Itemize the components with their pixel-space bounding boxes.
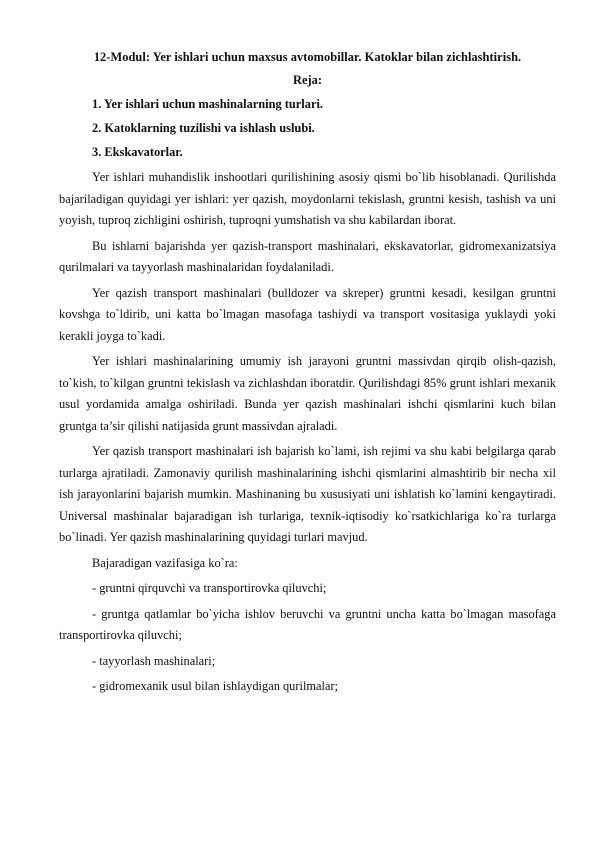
paragraph-earthworks-intro: Yer ishlari muhandislik inshootlari qurilishining asosiy qismi bo`lib hisoblanadi. Qurilishda bajariladigan quyidagi yer ishlari: yer qazish, moydonlarni tekislash, gruntni kesish, tashish va uni yoyish, tuproq zichligini oshirish, tuproqni yumshatish va shu kabilardan iborat. [59, 170, 556, 227]
list-item-cutting-transport: - gruntni qirquvchi va transportirovka qiluvchi; [92, 581, 327, 595]
plan-item-1: 1. Yer ishlari uchun mashinalarning turlari. [92, 97, 323, 111]
plan-item-2: 2. Katoklarning tuzilishi va ishlash uslubi. [92, 121, 315, 135]
document-page [59, 48, 556, 698]
paragraph-classification: Yer qazish transport mashinalari ish bajarish ko`lami, ish rejimi va shu kabi belgilarga qarab turlarga ajratiladi. Zamonaviy qurilish mashinalarining ishchi qismlarini almashtirib bir necha xil ish jarayonlarini bajarish mumkin. Mashinaning bu xususiyati uni ishlatish ko`lamini kengaytiradi. Universal mashinalar bajaradigan ish turlariga, texnik-iqtisodiy ko`rsatkichlariga ko`ra turlarga bo`linadi. Yer qazish mashinalarining quyidagi turlari mavjud. [59, 444, 556, 544]
module-title: 12-Modul: Yer ishlari uchun maxsus avtomobillar. Katoklar bilan zichlashtirish. [93, 50, 522, 64]
paragraph-by-function: Bajaradigan vazifasiga ko`ra: [92, 555, 238, 570]
plan-item-3: 3. Ekskavatorlar. [92, 145, 183, 159]
list-item-hydromechanical: - gidromexanik usul bilan ishlaydigan qurilmalar; [92, 679, 339, 693]
paragraph-machines-used: Bu ishlarni bajarishda yer qazish-transport mashinalari, ekskavatorlar, gidromexanizatsiya qurilmalari va tayyorlash mashinalaridan foydalaniladi. [59, 238, 556, 274]
list-item-preparation-machines: - tayyorlash mashinalari; [92, 653, 216, 668]
plan-heading: Reja: [293, 73, 322, 87]
paragraph-transport-machines: Yer qazish transport mashinalari (bulldozer va skreper) gruntni kesadi, kesilgan gruntni kovshga to`ldirib, uni katta bo`lmagan masofaga tashiydi va transport vositasiga yuklaydi yoki kerakli joyga to`kadi. [59, 285, 556, 343]
list-item-layer-processing: - gruntga qatlamlar bo`yicha ishlov beruvchi va gruntni uncha katta bo`lmagan masofaga transportirovka qiluvchi; [59, 606, 556, 642]
paragraph-work-process: Yer ishlari mashinalarining umumiy ish jarayoni gruntni massivdan qirqib olish-qazish, to`kish, to`kilgan gruntni tekislash va zichlashdan iboratdir. Qurilishdagi 85% grunt ishlari mexanik usul yordamida amalga oshiriladi. Bunda yer qazish mashinalari ishchi qismlarini kuch bilan gruntga ta’sir qilishi natijasida grunt massivdan ajraladi. [59, 354, 556, 433]
